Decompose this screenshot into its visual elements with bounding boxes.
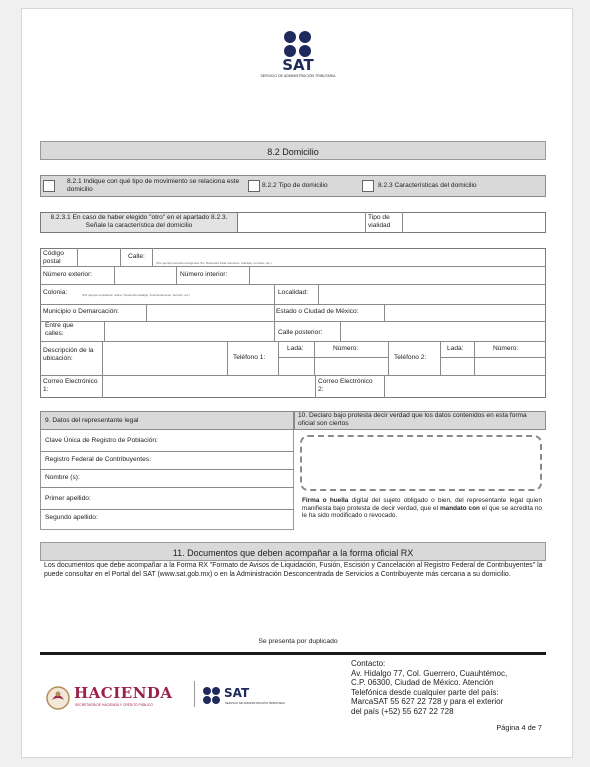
field-primer-apellido-label[interactable]: Primer apellido: (45, 495, 91, 502)
logo-divider (194, 681, 195, 707)
label-8-2-3: 8.2.3 Características del domicilio (378, 182, 477, 189)
field-8-2-3-1[interactable] (239, 213, 365, 232)
section-11-title: 11. Documentos que deben acompañar a la forma oficial RX (172, 548, 414, 558)
divider (388, 341, 389, 375)
checkbox-8-2-2[interactable] (248, 180, 260, 192)
page-number: Página 4 de 7 (496, 723, 542, 732)
field-telefono-2[interactable] (475, 358, 545, 374)
mandato-bold: mandato con (439, 504, 480, 512)
row-line (40, 451, 294, 452)
divider (274, 304, 275, 321)
row-line (40, 509, 294, 510)
sat-footer-logo (202, 684, 312, 710)
colonia-hint: (Por ejemplo Ampliación Juárez, Desarrollo Hidalgo, Fraccionamiento, Sección, etc.) (82, 293, 191, 297)
label-8-2-2: 8.2.2 Tipo de domicilio (262, 182, 328, 189)
row-line (40, 469, 294, 470)
field-municipio[interactable] (147, 305, 274, 320)
label-numero-1: Número: (333, 345, 359, 352)
field-numero-exterior[interactable] (115, 267, 176, 283)
label-8-2-1: 8.2.1 Indique con qué tipo de movimiento se relaciona este domicilio (67, 178, 240, 193)
sat-footer-dots-icon (202, 686, 222, 706)
contact-block (351, 659, 551, 717)
label-lada-2: Lada: (447, 345, 464, 352)
divider (227, 341, 228, 375)
label-municipio: Municipio o Demarcación: (43, 308, 119, 315)
label-correo-1: Correo Electrónico 1: (43, 378, 98, 393)
label-numero-exterior: Número exterior: (43, 271, 93, 278)
label-localidad: Localidad: (278, 289, 309, 296)
contact-line: C.P. 06300, Ciudad de México. Atención (351, 678, 494, 688)
sat-footer-subtitle: SERVICIO DE ADMINISTRACIÓN TRIBUTARIA (225, 701, 285, 705)
divider (274, 321, 275, 341)
field-calle[interactable] (153, 249, 545, 260)
signature-text (302, 497, 542, 520)
sat-logo-text: SAT (282, 56, 314, 74)
field-correo-2[interactable] (385, 376, 545, 397)
field-codigo-postal[interactable] (78, 249, 120, 265)
contact-line: del país (+52) 55 627 22 728 (351, 706, 454, 716)
field-lada-1[interactable] (279, 358, 314, 374)
calle-hint: (Por ejemplo Avenida Insurgentes Sur, Boulevard Ávila Camacho, Calzada, Corredor, etc.) (156, 261, 272, 265)
label-lada-1: Lada: (287, 345, 304, 352)
firma-text-1: digital del sujeto obligado o bien, del representante legal quien manifiesta bajo protesta de decir verdad, que el (302, 497, 543, 512)
row-line (40, 487, 294, 488)
hacienda-logo (46, 681, 186, 717)
section-11-title-bar (40, 542, 546, 561)
footer-rule (40, 652, 546, 655)
form-page (21, 8, 573, 758)
sat-footer-wordmark: SAT (224, 686, 250, 700)
field-tipo-vialidad[interactable] (403, 213, 545, 232)
label-telefono-1: Teléfono 1: (233, 354, 266, 361)
label-descripcion: Descripción de la ubicación: (43, 347, 94, 362)
section-9-title: 9. Datos del representante legal (45, 417, 139, 424)
section-10-title: 10. Declaro bajo protesta decir verdad que los datos contenidos en esta forma oficial son ciertos (298, 412, 527, 427)
hacienda-subtitle: SECRETARÍA DE HACIENDA Y CRÉDITO PÚBLICO (75, 703, 153, 707)
divider (315, 375, 316, 398)
field-entre-calles[interactable] (105, 322, 274, 340)
label-entre-calles: Entre que calles: (45, 322, 74, 337)
divider (120, 248, 121, 266)
field-colonia[interactable] (77, 285, 274, 293)
label-numero-2: Número: (493, 345, 519, 352)
eagle-seal-icon (46, 684, 70, 712)
label-8-2-3-1: 8.2.3.1 En caso de haber elegido "otro" en el apartado 8.2.3. Señale la característica del domicilio (50, 214, 228, 229)
duplicado-note: Se presenta por duplicado (258, 638, 338, 645)
checkbox-8-2-3[interactable] (362, 180, 374, 192)
divider (176, 266, 177, 284)
sat-logo-subtitle: SERVICIO DE ADMINISTRACIÓN TRIBUTARIA (260, 74, 336, 78)
sat-logo (250, 29, 346, 85)
field-estado[interactable] (385, 305, 545, 320)
label-codigo-postal: Código postal (43, 250, 64, 265)
label-calle-posterior: Calle posterior: (278, 329, 323, 336)
field-curp-label[interactable]: Clave Única de Registro de Población: (45, 437, 158, 444)
field-calle-posterior[interactable] (341, 322, 545, 340)
firma-text-2: el que se acredita no le ha sido modificado o revocado. (302, 504, 542, 520)
label-estado: Estado o Ciudad de México: (276, 308, 359, 315)
section-8-2-title (40, 141, 546, 160)
label-telefono-2: Teléfono 2: (394, 354, 427, 361)
hacienda-wordmark: HACIENDA (74, 684, 173, 702)
label-tipo-vialidad: Tipo de vialidad (368, 214, 391, 229)
field-lada-2[interactable] (441, 358, 474, 374)
field-nombre-label[interactable]: Nombre (s): (45, 474, 80, 481)
field-telefono-1[interactable] (315, 358, 388, 374)
divider (274, 284, 275, 304)
section-8-2-title-text: 8.2 Domicilio (267, 147, 319, 157)
contact-line: Av. Hidalgo 77, Col. Guerrero, Cuauhtémoc, (351, 668, 508, 678)
contact-line: Contacto: (351, 659, 386, 668)
field-segundo-apellido-label[interactable]: Segundo apellido: (45, 514, 98, 521)
label-colonia: Colonia: (43, 289, 68, 296)
label-numero-interior: Número interior: (180, 271, 228, 278)
checkbox-8-2-1[interactable] (43, 180, 55, 192)
label-correo-2: Correo Electrónico 2: (318, 378, 373, 393)
firma-bold: Firma o huella (302, 497, 349, 504)
field-correo-1[interactable] (103, 376, 315, 397)
contact-line: MarcaSAT 55 627 22 728 y para el exterior (351, 697, 504, 707)
section-11-body: Los documentos que debe acompañar a la Forma RX "Formato de Avisos de Liquidación, Fusión, Escisión y Cancelación al Registro Federal de Contribuyentes" la puede consultar en el Portal del SAT (www.sat.gob.mx) o en la Administración Desconcentrada de Servicios a Contribuyente más cercana a su domicilio. (44, 562, 543, 578)
divider (365, 212, 366, 233)
field-localidad[interactable] (319, 285, 545, 303)
label-calle: Calle: (128, 253, 145, 260)
field-descripcion[interactable] (103, 342, 227, 374)
field-numero-interior[interactable] (250, 267, 545, 283)
contact-line: Telefónica desde cualquier parte del país: (351, 687, 499, 697)
field-rfc-label[interactable]: Registro Federal de Contribuyentes: (45, 456, 151, 463)
signature-box[interactable] (300, 435, 542, 491)
